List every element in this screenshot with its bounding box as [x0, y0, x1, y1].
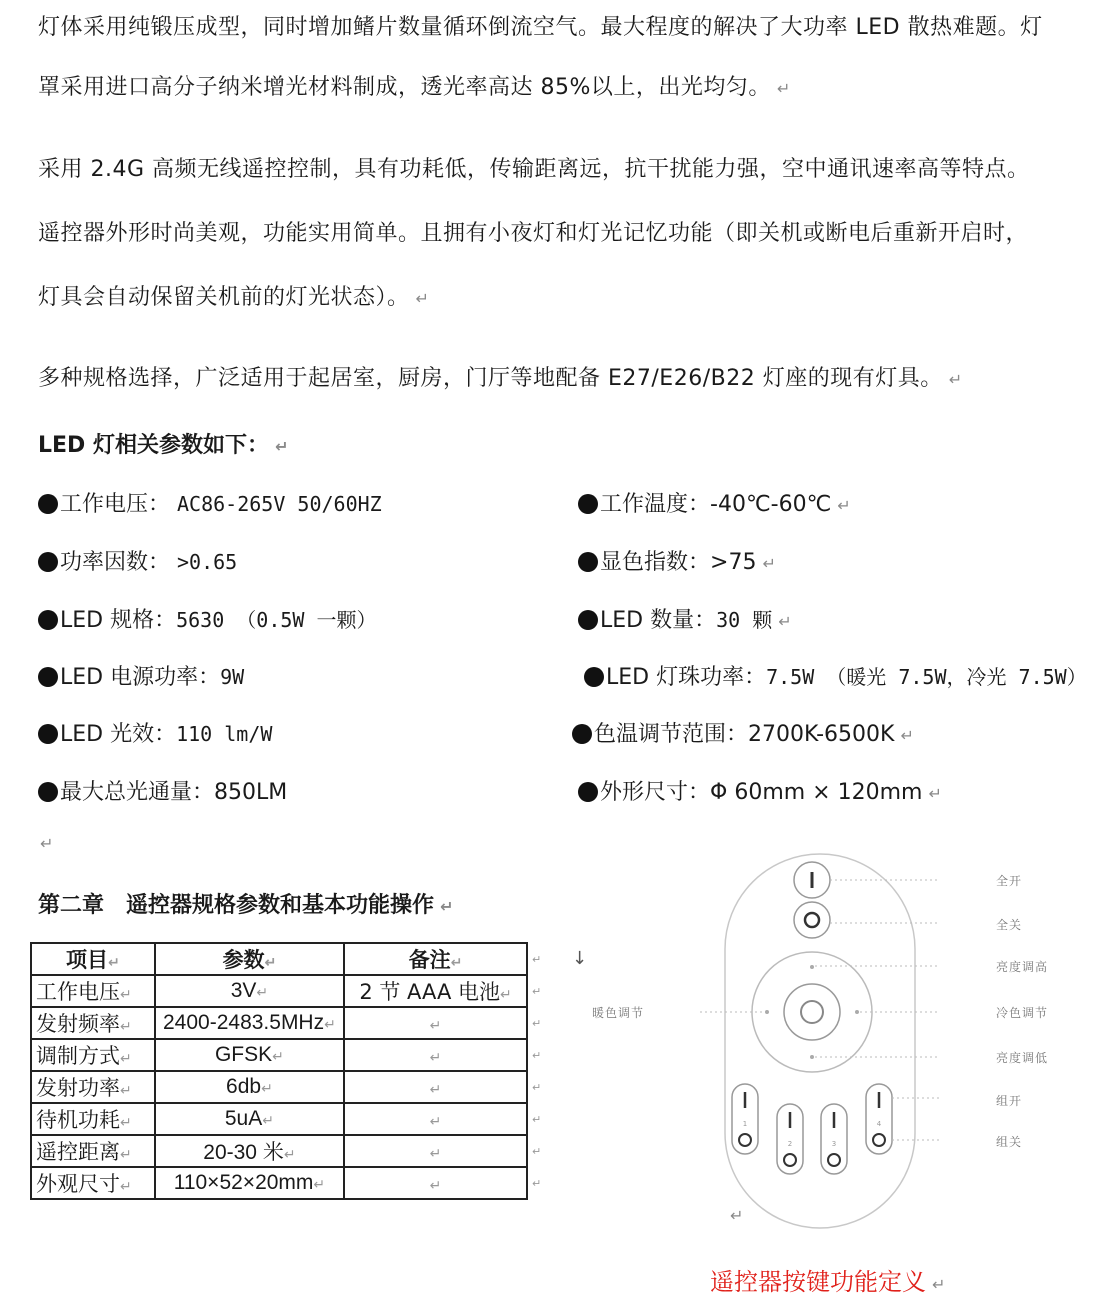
table-cell [344, 1167, 527, 1199]
return-mark: ↵ [837, 496, 851, 515]
bullet-icon [578, 782, 598, 802]
table-cell: 工作电压↵ [31, 975, 155, 1007]
group-button-4[interactable] [866, 1084, 892, 1154]
return-mark: ↵ [429, 1178, 442, 1194]
return-mark: ↵ [429, 1114, 442, 1130]
table-row [31, 1135, 527, 1167]
brightness-up-dot [810, 965, 814, 969]
spec-luminous-flux: 最大总光通量：850LM [38, 775, 287, 806]
remote-caption: 遥控器按键功能定义 ↵ [710, 1268, 946, 1296]
table-cell [344, 1007, 527, 1039]
label-brightness-down: 亮度调低 [996, 1051, 1049, 1065]
svg-text:3: 3 [831, 1140, 837, 1148]
control-wheel[interactable] [752, 952, 872, 1072]
return-mark: ↵ [120, 1147, 132, 1163]
row-end-mark: ↵ [532, 1049, 542, 1062]
group-button-2[interactable] [777, 1104, 803, 1174]
paragraph-3-line-1: 多种规格选择，广泛适用于起居室，厨房，门厅等地配备 E27/E26/B22 灯座的现有灯具。 ↵ [38, 366, 963, 391]
table-header-cell: 项目↵ [31, 943, 155, 975]
table-cell [344, 1071, 527, 1103]
all-on-button[interactable] [794, 862, 830, 898]
return-mark: ↵ [450, 955, 463, 971]
return-mark: ↵ [256, 984, 269, 1000]
table-row [31, 1167, 527, 1199]
table-row [31, 1103, 527, 1135]
return-mark: ↵ [928, 784, 942, 803]
return-mark: ↵ [264, 954, 277, 970]
return-mark: ↵ [429, 1146, 442, 1162]
bullet-icon [38, 782, 58, 802]
spec-bead-power: LED 灯珠功率：7.5W （暖光 7.5W，冷光 7.5W） [584, 660, 1087, 691]
return-mark: ↵ [262, 1112, 274, 1128]
spec-cct-range: 色温调节范围：2700K-6500K ↵ [572, 717, 914, 748]
table-header-cell: 参数↵ [155, 943, 344, 975]
bullet-icon [38, 667, 58, 687]
spec-voltage: 工作电压： AC86-265V 50/60HZ [38, 487, 382, 518]
return-mark: ↵ [778, 612, 792, 631]
table-cell: GFSK↵ [155, 1039, 344, 1071]
row-end-mark: ↵ [532, 985, 542, 998]
table-cell: 2 节 AAA 电池↵ [344, 975, 527, 1007]
remote-control-illustration [700, 848, 940, 1238]
paragraph-1-line-2: 罩采用进口高分子纳米增光材料制成，透光率高达 85%以上，出光均匀。 ↵ [38, 75, 791, 100]
table-cell: 外观尺寸↵ [31, 1167, 155, 1199]
row-end-mark: ↵ [532, 1113, 542, 1126]
return-mark: ↵ [120, 1179, 132, 1195]
label-brightness-up: 亮度调高 [996, 960, 1049, 974]
svg-text:4: 4 [876, 1120, 882, 1128]
return-mark: ↵ [261, 1080, 273, 1096]
spec-dimensions: 外形尺寸：Φ 60mm × 120mm ↵ [578, 775, 942, 806]
bullet-icon [38, 610, 58, 630]
paragraph-2-line-2: 遥控器外形时尚美观，功能实用简单。且拥有小夜灯和灯光记忆功能（即关机或断电后重新开启时， [38, 221, 1029, 246]
table-cell: 待机功耗↵ [31, 1103, 155, 1135]
table-row [31, 1007, 527, 1039]
label-all-on: 全开 [996, 874, 1023, 888]
return-mark: ↵ [429, 1082, 442, 1098]
return-mark: ↵ [283, 1146, 296, 1162]
paragraph-2-line-3: 灯具会自动保留关机前的灯光状态）。 ↵ [38, 285, 430, 310]
label-all-off: 全关 [996, 918, 1023, 932]
return-mark: ↵ [730, 1206, 744, 1225]
spec-cri: 显色指数：>75 ↵ [578, 545, 776, 576]
row-end-mark: ↵ [532, 1017, 542, 1030]
table-cell: 2400-2483.5MHz↵ [155, 1007, 344, 1039]
bullet-icon [38, 724, 58, 744]
table-cell: 发射频率↵ [31, 1007, 155, 1039]
return-mark: ↵ [415, 289, 430, 308]
all-off-button[interactable] [794, 902, 830, 938]
svg-text:2: 2 [787, 1140, 793, 1148]
chapter-heading: 第二章 遥控器规格参数和基本功能操作 ↵ [38, 893, 454, 918]
spec-efficacy: LED 光效：110 lm/W [38, 717, 272, 748]
led-params-heading: LED 灯相关参数如下： ↵ [38, 433, 289, 458]
table-cell [344, 1103, 527, 1135]
table-row [31, 975, 527, 1007]
table-cell: 发射功率↵ [31, 1071, 155, 1103]
return-mark: ↵ [120, 1115, 132, 1131]
table-cell: 遥控距离↵ [31, 1135, 155, 1167]
return-mark: ↵ [120, 1019, 132, 1035]
table-cell: 110×52×20mm↵ [155, 1167, 344, 1199]
table-header-row [31, 943, 527, 975]
label-group-on: 组开 [996, 1094, 1023, 1108]
row-end-mark: ↵ [532, 953, 542, 966]
return-mark: ↵ [440, 897, 454, 916]
bullet-icon [578, 610, 598, 630]
spec-power-factor: 功率因数： >0.65 [38, 545, 237, 576]
return-mark: ↵ [324, 1016, 336, 1032]
table-cell: 5uA↵ [155, 1103, 344, 1135]
return-mark: ↵ [313, 1176, 326, 1192]
svg-text:1: 1 [742, 1120, 748, 1128]
spec-led-type: LED 规格：5630 （0.5W 一颗） [38, 603, 377, 634]
center-button [784, 984, 840, 1040]
return-mark: ↵ [776, 79, 791, 98]
row-end-mark: ↵ [532, 1081, 542, 1094]
return-mark: ↵ [120, 987, 132, 1003]
brightness-down-dot [810, 1055, 814, 1059]
table-header-cell: 备注↵ [344, 943, 527, 975]
bullet-icon [584, 667, 604, 687]
table-cell: 调制方式↵ [31, 1039, 155, 1071]
table-cell [344, 1039, 527, 1071]
label-warm-adjust: 暖色调节 [592, 1006, 645, 1020]
return-mark: ↵ [274, 437, 289, 456]
return-mark: ↵ [762, 554, 776, 573]
bullet-icon [38, 494, 58, 514]
table-row [31, 1039, 527, 1071]
return-mark: ↵ [108, 955, 120, 971]
return-mark: ↵ [932, 1275, 946, 1294]
return-mark: ↵ [429, 1018, 442, 1034]
label-cool-adjust: 冷色调节 [996, 1006, 1049, 1020]
table-cell: 3V↵ [155, 975, 344, 1007]
return-mark: ↵ [900, 726, 914, 745]
table-cell: 20-30 米↵ [155, 1135, 344, 1167]
cool-dot [855, 1010, 859, 1014]
table-row [31, 1071, 527, 1103]
return-mark: ↵ [500, 987, 512, 1003]
spec-driver-power: LED 电源功率：9W [38, 660, 244, 691]
bullet-icon [572, 724, 592, 744]
warm-dot [765, 1010, 769, 1014]
return-mark: ↵ [40, 834, 54, 853]
return-mark: ↵ [120, 1083, 132, 1099]
group-button-1[interactable] [732, 1084, 758, 1154]
down-arrow-icon: ↓ [572, 948, 588, 969]
remote-spec-table [30, 942, 528, 1200]
bullet-icon [578, 552, 598, 572]
bullet-icon [38, 552, 58, 572]
row-end-mark: ↵ [532, 1177, 542, 1190]
return-mark: ↵ [948, 370, 963, 389]
bullet-icon [578, 494, 598, 514]
row-end-mark: ↵ [532, 1145, 542, 1158]
return-mark: ↵ [120, 1051, 132, 1067]
group-button-3[interactable] [821, 1104, 847, 1174]
paragraph-2-line-1: 采用 2.4G 高频无线遥控控制，具有功耗低，传输距离远，抗干扰能力强，空中通讯速率高等特点。 [38, 157, 1030, 182]
paragraph-1-line-1: 灯体采用纯锻压成型，同时增加鳍片数量循环倒流空气。最大程度的解决了大功率 LED 散热难题。灯 [38, 15, 1043, 40]
return-mark: ↵ [272, 1048, 284, 1064]
spec-led-count: LED 数量：30 颗 ↵ [578, 603, 792, 634]
table-cell: 6db↵ [155, 1071, 344, 1103]
return-mark: ↵ [429, 1050, 442, 1066]
label-group-off: 组关 [996, 1135, 1023, 1149]
table-cell [344, 1135, 527, 1167]
spec-temperature: 工作温度：-40℃-60℃ ↵ [578, 487, 851, 518]
